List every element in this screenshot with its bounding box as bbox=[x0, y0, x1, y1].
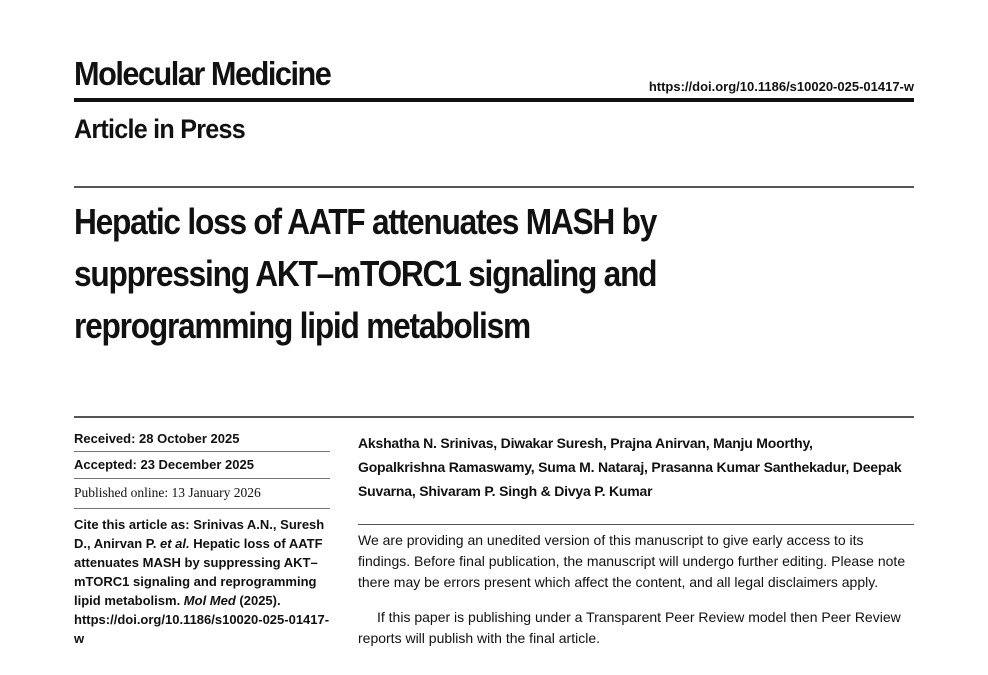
received-date: Received: 28 October 2025 bbox=[74, 431, 240, 446]
notice-divider bbox=[358, 524, 914, 525]
citation-journal: Mol Med bbox=[183, 593, 236, 608]
notice-paragraph: We are providing an unedited version of this manuscript to give early access to its findings. Before final publication, the manuscript will undergo further editing. Please note there may be errors present which affect the content, and all legal disclaimers apply. bbox=[358, 532, 906, 590]
date-divider bbox=[74, 508, 330, 509]
accepted-date: Accepted: 23 December 2025 bbox=[74, 457, 254, 472]
date-divider bbox=[74, 451, 330, 452]
publication-notice bbox=[358, 530, 910, 649]
date-divider bbox=[74, 478, 330, 479]
article-status: Article in Press bbox=[74, 114, 245, 144]
citation-text: Cite this article as: Srinivas A.N., Suresh D., Anirvan P. bbox=[74, 517, 325, 551]
citation-doi: (2025). https://doi.org/10.1186/s10020-025-01417-w bbox=[74, 593, 330, 646]
journal-name: Molecular Medicine bbox=[74, 55, 331, 92]
notice-paragraph: If this paper is publishing under a Transparent Peer Review model then Peer Review reports will publish with the final article. bbox=[358, 609, 901, 646]
citation bbox=[74, 515, 336, 648]
title-line: suppressing AKT–mTORC1 signaling and bbox=[74, 253, 657, 294]
title-divider bbox=[74, 186, 914, 188]
title-line: Hepatic loss of AATF attenuates MASH by bbox=[74, 201, 657, 242]
published-date: Published online: 13 January 2026 bbox=[74, 485, 261, 500]
citation-text: Hepatic loss of AATF attenuates MASH by suppressing AKT–mTORC1 signaling and reprogramming lipid metabolism. bbox=[74, 536, 323, 608]
author-list: Akshatha N. Srinivas, Diwakar Suresh, Prajna Anirvan, Manju Moorthy, Gopalkrishna Ramaswamy, Suma M. Nataraj, Prasanna Kumar Santhekadur, Deepak Suvarna, Shivaram P. Singh & Divya P. Kumar bbox=[358, 435, 902, 499]
meta-divider bbox=[74, 416, 914, 418]
citation-et-al: et al. bbox=[159, 536, 190, 551]
article-title bbox=[74, 196, 914, 352]
doi-link[interactable]: https://doi.org/10.1186/s10020-025-01417-w bbox=[648, 79, 914, 94]
title-line: reprogramming lipid metabolism bbox=[74, 305, 530, 346]
header-rule bbox=[74, 98, 914, 102]
